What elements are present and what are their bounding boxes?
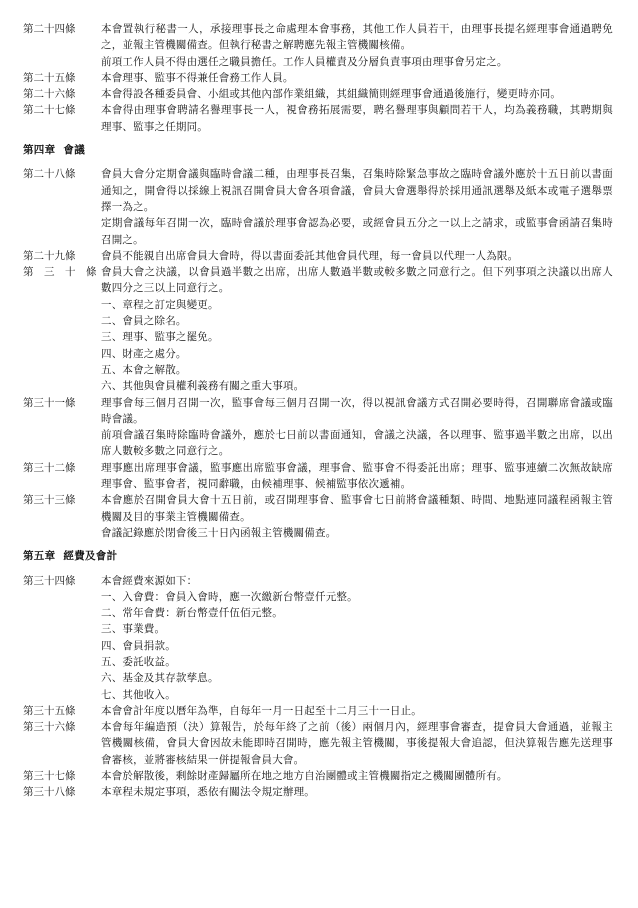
chapter-heading [23, 142, 613, 158]
article-paragraph: 二、會員之除名。 [101, 315, 187, 328]
article-paragraph: 本會得由理事會聘請名譽理事長一人，視會務拓展需要，聘名譽理事與顧問若干人，均為義務職，其聘期與理事、監事之任期同。 [101, 104, 613, 133]
article-paragraph: 會員大會之決議，以會員過半數之出席，出席人數過半數或較多數之同意行之。但下列事項之決議以出席人數四分之三以上同意行之。 [101, 266, 613, 295]
article-paragraph: 本會置執行秘書一人，承接理事長之命處理本會事務，其他工作人員若干，由理事長提名經理事會通過聘免之，並報主管機關備查。但執行秘書之解聘應先報主管機關核備。 [101, 23, 613, 52]
article-number: 第三十二條 [23, 461, 76, 474]
article-paragraph: 理事會每三個月召開一次，監事會每三個月召開一次，得以視訊會議方式召開必要時得，召開聯席會議或臨時會議。 [101, 396, 613, 425]
article-number: 第二十九條 [23, 249, 76, 262]
article-paragraph: 本章程未規定事項，悉依有關法令規定辦理。 [101, 786, 315, 799]
article-paragraph: 五、本會之解散。 [101, 363, 187, 376]
article [23, 703, 613, 719]
document-page [23, 21, 613, 801]
chapter-title: 經費及會計 [63, 550, 118, 563]
article-body [101, 102, 613, 135]
article [23, 102, 613, 135]
article-number: 第三十七條 [23, 770, 76, 783]
article-number: 第三十六條 [23, 721, 76, 734]
chapter-title: 會議 [63, 144, 86, 157]
article-body [101, 784, 613, 800]
article-body [101, 768, 613, 784]
article [23, 395, 613, 460]
article [23, 573, 613, 703]
article-number: 第三十三條 [23, 494, 76, 507]
article-number: 第二十四條 [23, 23, 76, 35]
article-number: 第三十五條 [23, 704, 76, 717]
article [23, 460, 613, 493]
article-paragraph: 一、入會費：會員入會時，應一次繳新台幣壹仟元整。 [101, 590, 358, 603]
article-paragraph: 二、常年會費：新台幣壹仟伍佰元整。 [101, 607, 283, 620]
chapter-heading [23, 548, 613, 564]
article-body [101, 86, 613, 102]
article-number: 第二十六條 [23, 88, 76, 101]
article-paragraph: 三、理事、監事之罷免。 [101, 331, 219, 344]
article-number: 第二十五條 [23, 71, 76, 84]
article [23, 784, 613, 800]
article-paragraph: 本會應於召開會員大會十五日前，或召開理事會、監事會七日前將會議種類、時間、地點連同議程函報主管機關及目的事業主管機關備查。 [101, 494, 613, 523]
article-paragraph: 六、基金及其存款孳息。 [101, 672, 219, 685]
article-body [101, 460, 613, 493]
article-paragraph: 會議記錄應於閉會後三十日內函報主管機關備查。 [101, 526, 337, 539]
article-paragraph: 理事應出席理事會議，監事應出席監事會議，理事會、監事會不得委託出席；理事、監事連續二次無故缺席理事會、監事會者，視同辭職，由候補理事、候補監事依次遞補。 [101, 461, 613, 491]
article-number: 第二十七條 [23, 104, 76, 117]
article [23, 492, 613, 541]
article-paragraph: 三、事業費。 [101, 623, 166, 636]
article-paragraph: 本會每年編造預（決）算報告，於每年終了之前（後）兩個月內，經理事會審查，提會員大會通過，並報主管機關核備，會員大會因故未能即時召開時，應先報主管機關，事後提報大會追認，但決算報告應先送理事會審核，並將審核結果一併提報會員大會。 [101, 721, 613, 766]
article [23, 768, 613, 784]
article-body [101, 70, 613, 86]
article-number: 第三十四條 [23, 574, 76, 587]
article-paragraph: 四、會員捐款。 [101, 639, 176, 652]
article-paragraph: 會員大會分定期會議與臨時會議二種，由理事長召集，召集時除緊急事故之臨時會議外應於十五日前以書面通知之，開會得以採線上視訊召開會員大會各項會議，會員大會選舉得於採用通訊選舉及紙本或電子選舉票擇一為之。 [101, 168, 613, 213]
article-paragraph: 四、財產之處分。 [101, 347, 187, 360]
article [23, 70, 613, 86]
article [23, 264, 613, 394]
article-paragraph: 六、其他與會員權利義務有關之重大事項。 [101, 380, 305, 393]
article-paragraph: 五、委託收益。 [101, 655, 176, 668]
article-paragraph: 本會經費來源如下： [101, 574, 198, 587]
article-body [101, 248, 613, 264]
article-body [101, 166, 613, 247]
article [23, 166, 613, 247]
article-body [101, 395, 613, 460]
article-paragraph: 一、章程之訂定與變更。 [101, 298, 219, 311]
article-number: 第 三 十 條 [23, 266, 97, 279]
article-number: 第二十八條 [23, 168, 76, 181]
chapter-number: 第五章 [23, 550, 56, 563]
article-body [101, 492, 613, 541]
article-body [101, 719, 613, 768]
article-paragraph: 本會於解散後，剩餘財產歸屬所在地之地方自治團體或主管機關指定之機關團體所有。 [101, 770, 508, 783]
article-body [101, 573, 613, 703]
article [23, 248, 613, 264]
article [23, 719, 613, 768]
article-body [101, 703, 613, 719]
article-paragraph: 本會理事、監事不得兼任會務工作人員。 [101, 71, 294, 84]
article-number: 第三十一條 [23, 396, 76, 409]
article-body [101, 264, 613, 394]
article [23, 86, 613, 102]
article-paragraph: 會員不能親自出席會員大會時，得以書面委託其他會員代理，每一會員以代理一人為限。 [101, 249, 519, 262]
article-paragraph: 本會得設各種委員會、小組或其他內部作業組織，其組織簡則經理事會通過後施行，變更時亦同。 [101, 88, 562, 101]
article-number: 第三十八條 [23, 786, 76, 799]
article-body [101, 21, 613, 70]
article-paragraph: 七、其他收入。 [101, 688, 176, 701]
article-paragraph: 前項工作人員不得由選任之職員擔任。工作人員權責及分層負責事項由理事會另定之。 [101, 55, 508, 68]
article-paragraph: 定期會議每年召開一次，臨時會議於理事會認為必要，或經會員五分之一以上之請求，或監事會函請召集時召開之。 [101, 217, 613, 246]
article-paragraph: 前項會議召集時除臨時會議外，應於七日前以書面通知，會議之決議，各以理事、監事過半數之出席，以出席人數較多數之同意行之。 [101, 429, 613, 458]
article [23, 21, 613, 70]
article-paragraph: 本會會計年度以曆年為準，自每年一月一日起至十二月三十一日止。 [101, 704, 422, 717]
chapter-number: 第四章 [23, 144, 56, 157]
